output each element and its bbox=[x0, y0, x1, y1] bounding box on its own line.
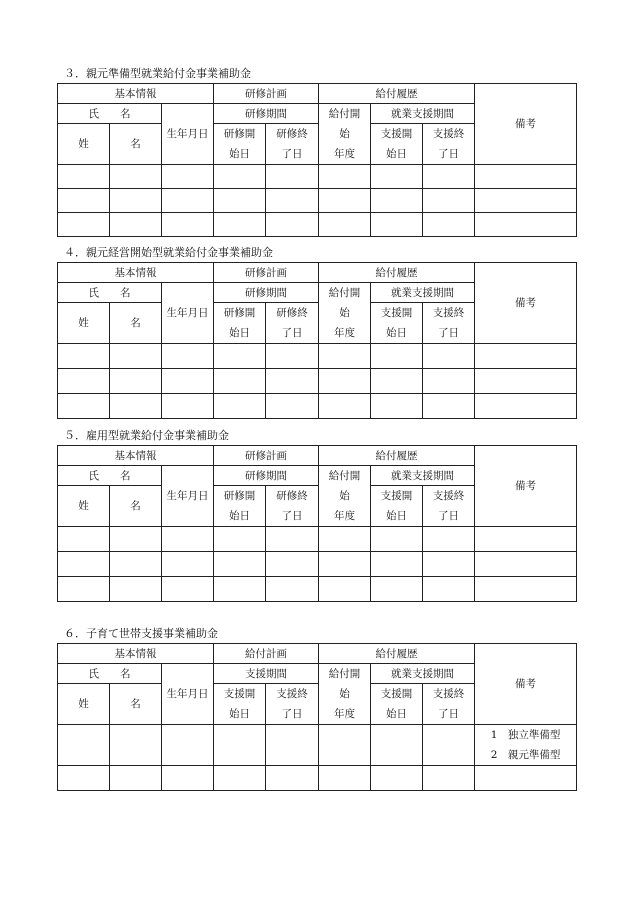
form-table-3 bbox=[57, 83, 577, 237]
header-birthdate: 生年月日 bbox=[162, 466, 214, 527]
table-row bbox=[58, 344, 577, 369]
header-period-end: 研修終 了日 bbox=[266, 124, 319, 165]
header-period-end: 支援終 了日 bbox=[266, 684, 319, 725]
header-sei: 姓 bbox=[58, 303, 110, 344]
header-name: 氏 名 bbox=[58, 664, 162, 684]
header-remarks: 備考 bbox=[475, 263, 577, 344]
form-table-4 bbox=[57, 262, 577, 419]
form-table-5 bbox=[57, 445, 577, 602]
header-support-end: 支援終 了日 bbox=[423, 486, 475, 527]
header-sei: 姓 bbox=[58, 486, 110, 527]
table-row bbox=[58, 725, 577, 766]
header-support-period: 就業支援期間 bbox=[371, 283, 475, 303]
header-start-year: 給付開 始 年度 bbox=[319, 104, 371, 165]
header-remarks: 備考 bbox=[475, 84, 577, 165]
header-period: 支援期間 bbox=[214, 664, 319, 684]
section-title: ６．子育て世帯支援事業補助金 bbox=[64, 627, 218, 640]
table-row bbox=[58, 369, 577, 394]
table-row bbox=[58, 552, 577, 577]
header-support-period: 就業支援期間 bbox=[371, 466, 475, 486]
header-birthdate: 生年月日 bbox=[162, 664, 214, 725]
header-plan: 研修計画 bbox=[214, 446, 319, 466]
header-period: 研修期間 bbox=[214, 104, 319, 124]
header-start-year: 給付開 始 年度 bbox=[319, 466, 371, 527]
header-period: 研修期間 bbox=[214, 283, 319, 303]
header-history: 給付履歴 bbox=[319, 644, 475, 664]
header-support-period: 就業支援期間 bbox=[371, 104, 475, 124]
header-period-start: 研修開 始日 bbox=[214, 303, 266, 344]
header-history: 給付履歴 bbox=[319, 446, 475, 466]
header-name: 氏 名 bbox=[58, 283, 162, 303]
header-support-end: 支援終 了日 bbox=[423, 684, 475, 725]
header-plan: 研修計画 bbox=[214, 84, 319, 104]
header-history: 給付履歴 bbox=[319, 263, 475, 283]
header-period: 研修期間 bbox=[214, 466, 319, 486]
header-support-start: 支援開 始日 bbox=[371, 684, 423, 725]
table-row bbox=[58, 189, 577, 213]
header-name: 氏 名 bbox=[58, 104, 162, 124]
section-title: ４．親元経営開始型就業給付金事業補助金 bbox=[64, 246, 273, 259]
table-row bbox=[58, 394, 577, 419]
remarks-option-2: 2 親元準備型 bbox=[490, 749, 561, 761]
header-sei: 姓 bbox=[58, 684, 110, 725]
remarks-options bbox=[475, 725, 577, 766]
table-row bbox=[58, 577, 577, 602]
header-basic-info: 基本情報 bbox=[58, 446, 214, 466]
header-period-end: 研修終 了日 bbox=[266, 486, 319, 527]
header-support-start: 支援開 始日 bbox=[371, 124, 423, 165]
header-support-start: 支援開 始日 bbox=[371, 486, 423, 527]
header-birthdate: 生年月日 bbox=[162, 104, 214, 165]
form-table-6 bbox=[57, 643, 577, 791]
header-support-period: 就業支援期間 bbox=[371, 664, 475, 684]
header-birthdate: 生年月日 bbox=[162, 283, 214, 344]
remarks-option-1: 1 独立準備型 bbox=[490, 729, 561, 741]
header-mei: 名 bbox=[110, 486, 162, 527]
header-sei: 姓 bbox=[58, 124, 110, 165]
header-start-year: 給付開 始 年度 bbox=[319, 664, 371, 725]
header-history: 給付履歴 bbox=[319, 84, 475, 104]
header-basic-info: 基本情報 bbox=[58, 644, 214, 664]
header-mei: 名 bbox=[110, 124, 162, 165]
table-row bbox=[58, 165, 577, 189]
header-plan: 給付計画 bbox=[214, 644, 319, 664]
header-period-end: 研修終 了日 bbox=[266, 303, 319, 344]
header-period-start: 支援開 始日 bbox=[214, 684, 266, 725]
table-row bbox=[58, 766, 577, 791]
header-remarks: 備考 bbox=[475, 446, 577, 527]
header-basic-info: 基本情報 bbox=[58, 263, 214, 283]
section-title: ３．親元準備型就業給付金事業補助金 bbox=[64, 67, 251, 80]
header-period-start: 研修開 始日 bbox=[214, 486, 266, 527]
header-support-end: 支援終 了日 bbox=[423, 124, 475, 165]
header-support-end: 支援終 了日 bbox=[423, 303, 475, 344]
header-period-start: 研修開 始日 bbox=[214, 124, 266, 165]
table-row bbox=[58, 213, 577, 237]
header-name: 氏 名 bbox=[58, 466, 162, 486]
header-plan: 研修計画 bbox=[214, 263, 319, 283]
section-title: ５．雇用型就業給付金事業補助金 bbox=[64, 429, 229, 442]
header-support-start: 支援開 始日 bbox=[371, 303, 423, 344]
header-basic-info: 基本情報 bbox=[58, 84, 214, 104]
header-mei: 名 bbox=[110, 303, 162, 344]
table-row bbox=[58, 527, 577, 552]
header-mei: 名 bbox=[110, 684, 162, 725]
header-remarks: 備考 bbox=[475, 644, 577, 725]
header-start-year: 給付開 始 年度 bbox=[319, 283, 371, 344]
